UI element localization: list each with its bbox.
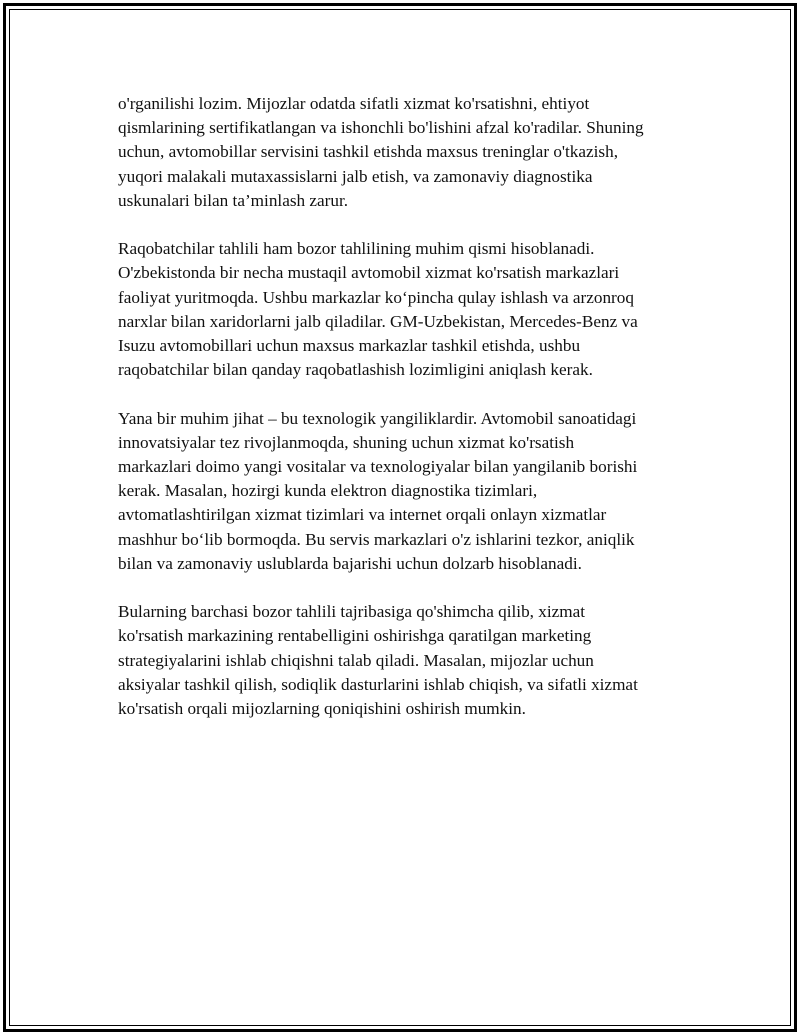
document-body <box>118 92 698 721</box>
text-line: yuqori malakali mutaxassislarni jalb etish, va zamonaviy diagnostika <box>118 166 593 186</box>
text-line: uchun, avtomobillar servisini tashkil etishda maxsus treninglar o'tkazish, <box>118 142 619 162</box>
text-line: uskunalari bilan ta’minlash zarur. <box>118 190 349 210</box>
text-line: raqobatchilar bilan qanday raqobatlashish lozimligini aniqlash kerak. <box>118 360 593 380</box>
text-line: o'rganilishi lozim. Mijozlar odatda sifatli xizmat ko'rsatishni, ehtiyot <box>118 94 590 113</box>
paragraph-4 <box>118 600 698 721</box>
text-line: mashhur boʻlib bormoqda. Bu servis markazlari o'z ishlarini tezkor, aniqlik <box>118 529 635 549</box>
text-line: Yana bir muhim jihat – bu texnologik yangiliklardir. Avtomobil sanoatidagi <box>118 408 637 428</box>
paragraph-2 <box>118 237 698 382</box>
text-line: Raqobatchilar tahlili ham bozor tahlilining muhim qismi hisoblanadi. <box>118 239 595 259</box>
text-line: bilan va zamonaviy uslublarda bajarishi uchun dolzarb hisoblanadi. <box>118 553 582 573</box>
text-line: O'zbekistonda bir necha mustaqil avtomobil xizmat ko'rsatish markazlari <box>118 263 620 283</box>
paragraph-1 <box>118 92 698 213</box>
text-line: kerak. Masalan, hozirgi kunda elektron diagnostika tizimlari, <box>118 481 538 501</box>
text-line: narxlar bilan xaridorlarni jalb qiladilar. GM-Uzbekistan, Mercedes-Benz va <box>118 311 638 331</box>
text-line: innovatsiyalar tez rivojlanmoqda, shuning uchun xizmat ko'rsatish <box>118 432 575 452</box>
text-line: ko'rsatish orqali mijozlarning qoniqishini oshirish mumkin. <box>118 699 526 719</box>
text-line: avtomatlashtirilgan xizmat tizimlari va internet orqali onlayn xizmatlar <box>118 505 607 525</box>
text-line: markazlari doimo yangi vositalar va texnologiyalar bilan yangilanib borishi <box>118 457 638 477</box>
text-line: Isuzu avtomobillari uchun maxsus markazlar tashkil etishda, ushbu <box>118 336 581 356</box>
text-line: strategiyalarini ishlab chiqishni talab qiladi. Masalan, mijozlar uchun <box>118 650 594 670</box>
text-line: ko'rsatish markazining rentabelligini oshirishga qaratilgan marketing <box>118 626 592 646</box>
text-line: aksiyalar tashkil qilish, sodiqlik dasturlarini ishlab chiqish, va sifatli xizmat <box>118 674 638 694</box>
text-line: qismlarining sertifikatlangan va ishonchli bo'lishini afzal ko'radilar. Shuning <box>118 118 644 138</box>
text-line: Bularning barchasi bozor tahlili tajribasiga qo'shimcha qilib, xizmat <box>118 602 586 622</box>
paragraph-3 <box>118 407 698 576</box>
text-line: faoliyat yuritmoqda. Ushbu markazlar koʻpincha qulay ishlash va arzonroq <box>118 287 634 307</box>
